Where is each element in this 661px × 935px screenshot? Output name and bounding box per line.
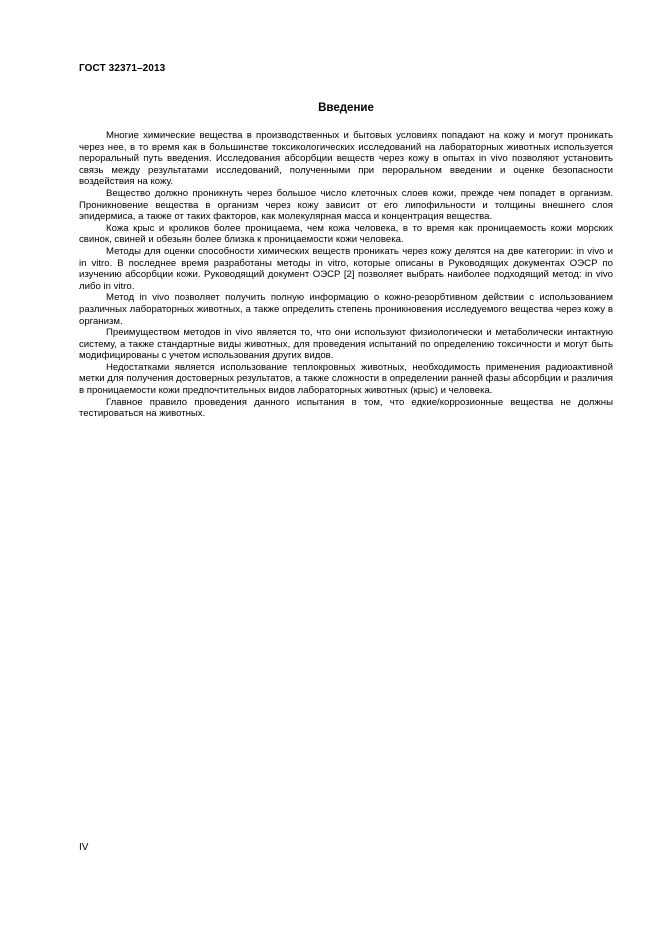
paragraph: Вещество должно проникнуть через большое число клеточных слоев кожи, прежде чем попадет в организм. Проникновение вещества в организм через кожу зависит от его липофильности и толщины внешнего слоя эпидермиса, а также от таких факторов, как молекулярная масса и концентрация вещества. bbox=[79, 187, 613, 223]
introduction-body bbox=[79, 130, 613, 420]
paragraph: Метод in vivo позволяет получить полную информацию о кожно-резорбтивном действии с использованием различных лабораторных животных, а также определить степень проникновения исследуемого вещества через кожу в организм. bbox=[79, 292, 613, 327]
paragraph: Преимуществом методов in vivo является то, что они используют физиологически и метаболически интактную систему, а также стандартные виды животных, для проведения испытаний по определению токсичности и могут быть модифицированы с учетом использования других видов. bbox=[79, 327, 613, 362]
paragraph: Кожа крыс и кроликов более проницаема, чем кожа человека, в то время как проницаемость кожи морских свинок, свиней и обезьян более близка к проницаемости кожи человека. bbox=[79, 222, 613, 246]
paragraph: Многие химические вещества в производственных и бытовых условиях попадают на кожу и могут проникать через нее, в то время как в большинстве токсикологических исследований на лабораторных животных используется пероральный путь введения. Исследования абсорбции веществ через кожу в опытах in vivo позволяют установить связь между результатами исследований, полученными при пероральном введении и оценке безопасности воздействия на кожу. bbox=[79, 130, 613, 188]
paragraph: Недостатками является использование теплокровных животных, необходимость применения радиоактивной метки для получения достоверных результатов, а также сложности в определении ранней фазы абсорбции и различия в проницаемости кожи предпочтительных видов лабораторных животных (крыс) и человека. bbox=[79, 361, 613, 397]
paragraph: Главное правило проведения данного испытания в том, что едкие/коррозионные вещества не должны тестироваться на животных. bbox=[79, 396, 613, 420]
document-code: ГОСТ 32371–2013 bbox=[79, 63, 166, 74]
section-title: Введение bbox=[318, 102, 374, 114]
paragraph: Методы для оценки способности химических веществ проникать через кожу делятся на две категории: in vivo и in vitro. В последнее время разработаны методы in vitro, которые описаны в Руководящих документах ОЭСР по изучению абсорбции кожи. Руководящий документ ОЭСР [2] позволяет выбрать наиболее подходящий метод: in vivo либо in vitro. bbox=[79, 245, 613, 292]
page-number: IV bbox=[79, 842, 89, 853]
